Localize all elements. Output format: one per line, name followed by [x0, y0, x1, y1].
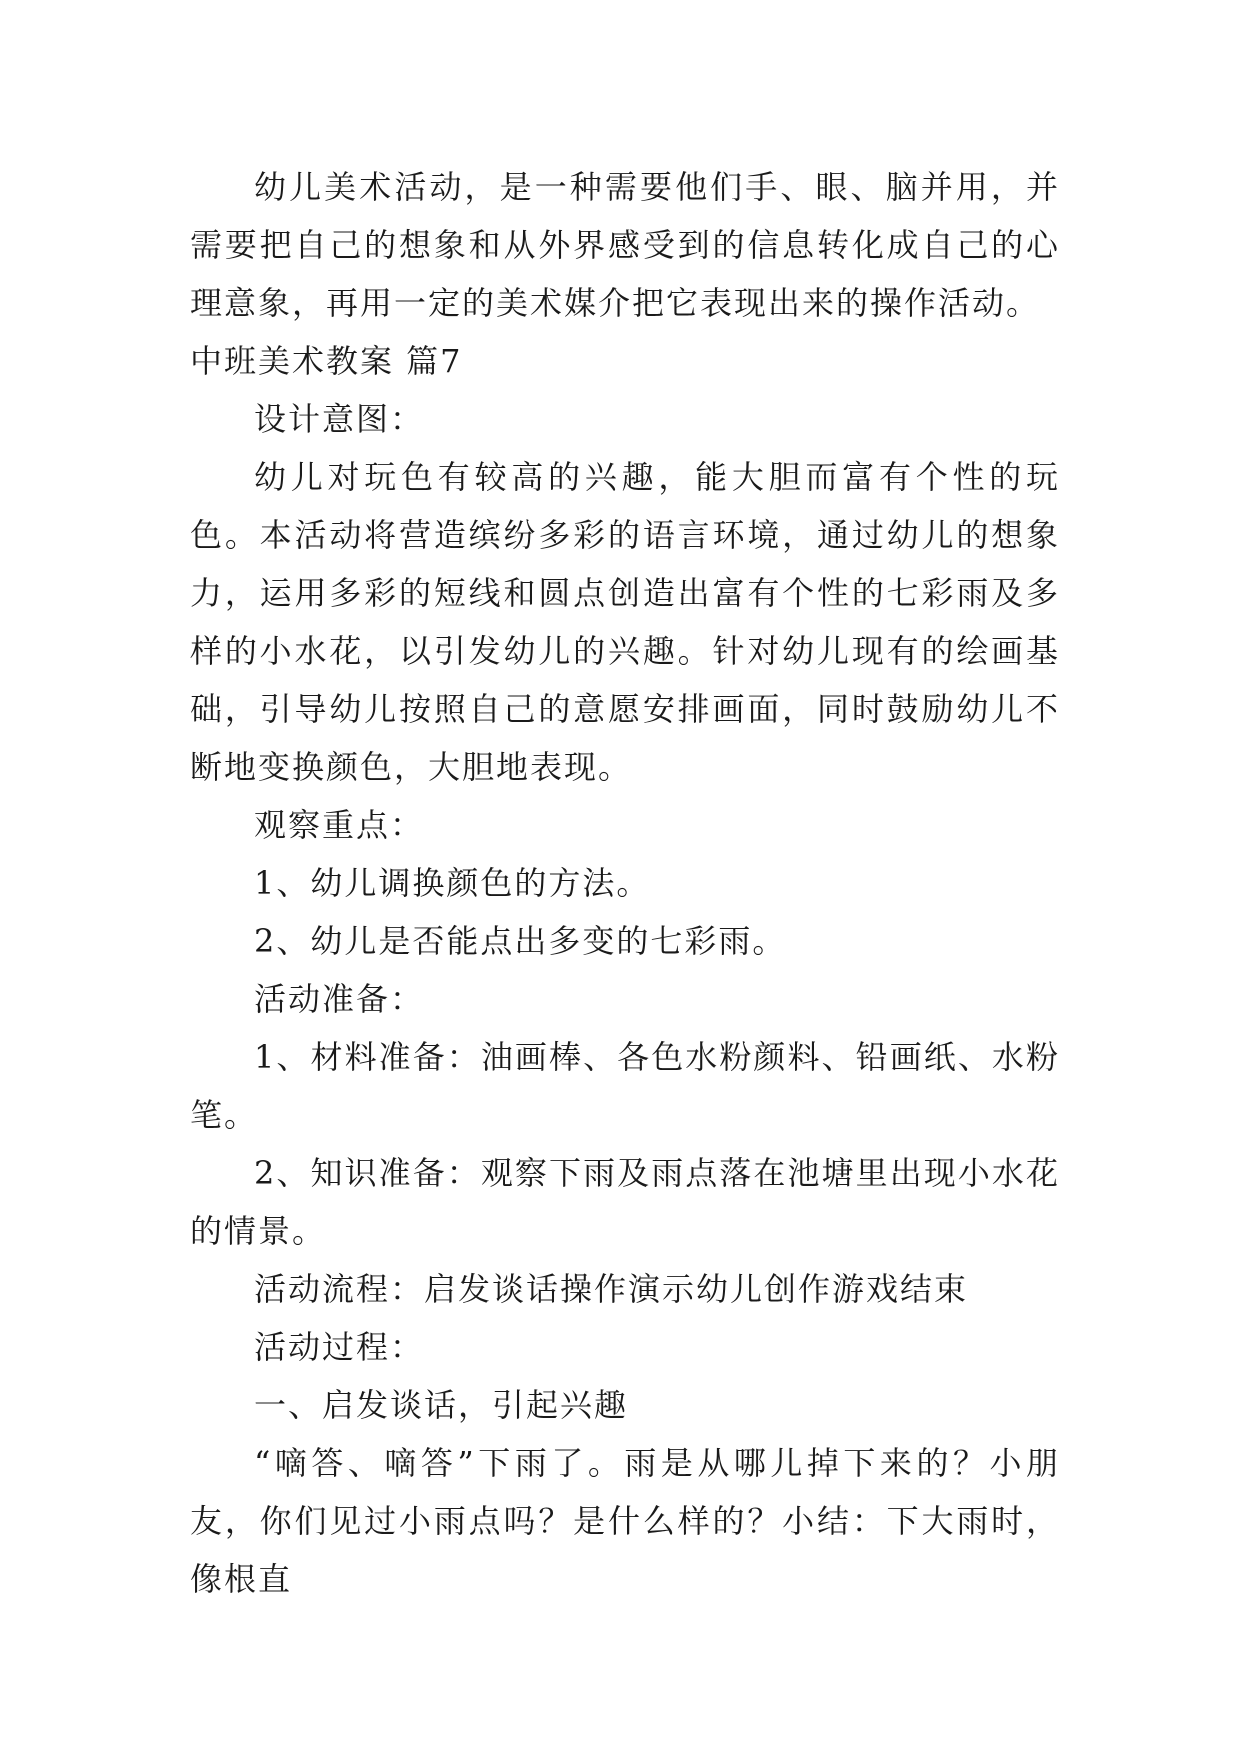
- paragraph-activity-flow: 活动流程：启发谈话操作演示幼儿创作游戏结束: [254, 1270, 969, 1308]
- list-item-preparation-2: 2、知识准备：观察下雨及雨点落在池塘里出现小水花的情景。: [190, 1154, 1060, 1250]
- heading-activity-process: 活动过程：: [254, 1328, 425, 1366]
- heading-design-intent: 设计意图：: [254, 400, 425, 438]
- heading-preparation: 活动准备：: [254, 980, 425, 1018]
- document-body: [190, 158, 1060, 1608]
- section-heading: 中班美术教案 篇7: [190, 342, 463, 380]
- paragraph-step-1: “嘀答、嘀答”下雨了。雨是从哪儿掉下来的？小朋友，你们见过小雨点吗？是什么样的？小结：下大雨时，像根直: [190, 1444, 1060, 1598]
- list-item-preparation-1: 1、材料准备：油画棒、各色水粉颜料、铅画纸、水粉笔。: [190, 1038, 1060, 1134]
- paragraph-intro: 幼儿美术活动，是一种需要他们手、眼、脑并用，并需要把自己的想象和从外界感受到的信息转化成自己的心理意象，再用一定的美术媒介把它表现出来的操作活动。: [190, 168, 1060, 322]
- paragraph-design-intent: 幼儿对玩色有较高的兴趣，能大胆而富有个性的玩色。本活动将营造缤纷多彩的语言环境，通过幼儿的想象力，运用多彩的短线和圆点创造出富有个性的七彩雨及多样的小水花，以引发幼儿的兴趣。针对幼儿现有的绘画基础，引导幼儿按照自己的意愿安排画面，同时鼓励幼儿不断地变换颜色，大胆地表现。: [190, 458, 1060, 786]
- list-item-observation-1: 1、幼儿调换颜色的方法。: [254, 864, 651, 902]
- heading-observation: 观察重点：: [254, 806, 425, 844]
- list-item-observation-2: 2、幼儿是否能点出多变的七彩雨。: [254, 922, 787, 960]
- heading-step-1: 一、启发谈话，引起兴趣: [254, 1386, 629, 1424]
